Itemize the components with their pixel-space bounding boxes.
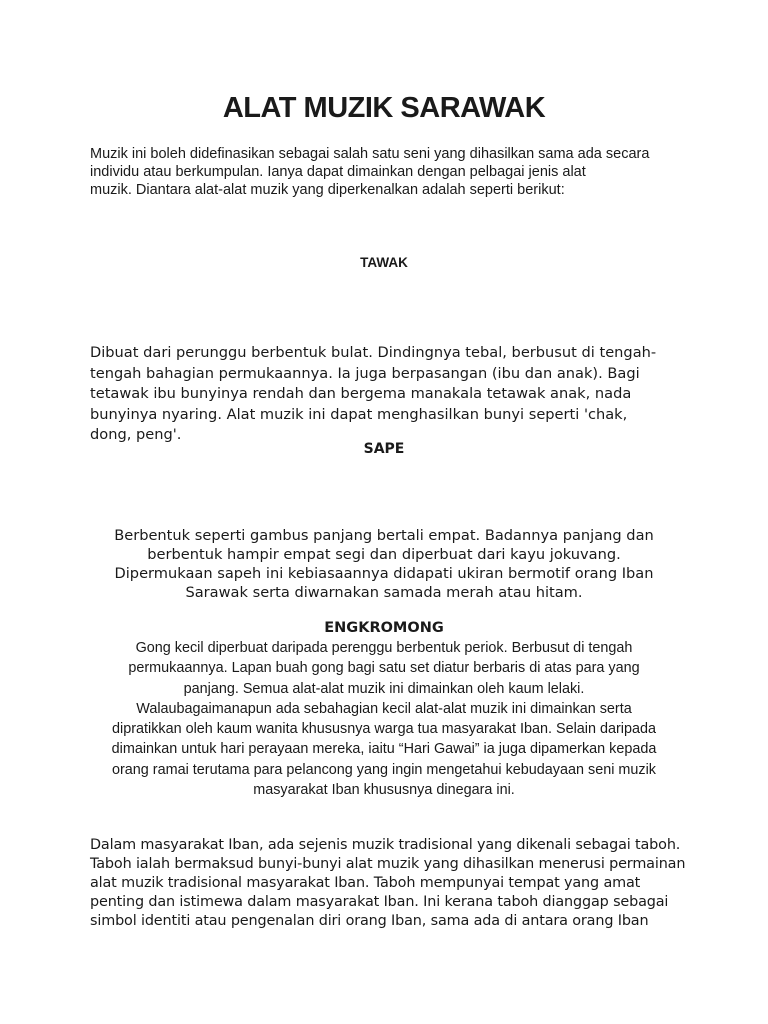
page-title: ALAT MUZIK SARAWAK [222,92,546,124]
paragraph-engkromong [0,638,768,800]
paragraph-sape [0,526,768,602]
paragraph-taboh [90,836,700,931]
paragraph-line: dipratikkan oleh kaum wanita khususnya warga tua masyarakat Iban. Selain daripada [112,721,656,738]
intro-paragraph [90,145,690,199]
paragraph-line: tengah bahagian permukaannya. Ia juga berpasangan (ibu dan anak). Bagi [90,364,640,382]
paragraph-line: alat muzik tradisional masyarakat Iban. Taboh mempunyai tempat yang amat [90,875,641,891]
paragraph-line: Dipermukaan sapeh ini kebiasaannya didapati ukiran bermotif orang Iban [114,565,654,582]
heading-engkromong: ENGKROMONG [324,620,444,636]
paragraph-line: berbentuk hampir empat segi dan diperbuat dari kayu jokuvang. [147,546,621,563]
paragraph-line: Sarawak serta diwarnakan samada merah atau hitam. [185,584,583,601]
paragraph-line: permukaannya. Lapan buah gong bagi satu set diatur berbaris di atas para yang [128,660,640,677]
paragraph-line: Dalam masyarakat Iban, ada sejenis muzik tradisional yang dikenali sebagai taboh. [90,837,681,853]
paragraph-line: Berbentuk seperti gambus panjang bertali empat. Badannya panjang dan [114,527,654,544]
heading-sape: SAPE [363,441,405,457]
paragraph-line: bunyinya nyaring. Alat muzik ini dapat menghasilkan bunyi seperti 'chak, [90,405,628,423]
paragraph-line: Walaubagaimanapun ada sebahagian kecil alat-alat muzik ini dimainkan serta [136,700,632,717]
paragraph-line: dong, peng'. [90,426,182,443]
paragraph-line: penting dan istimewa dalam masyarakat Iban. Ini kerana taboh dianggap sebagai [90,894,669,910]
paragraph-line: Taboh ialah bermaksud bunyi-bunyi alat muzik yang dihasilkan menerusi permainan [90,856,686,872]
paragraph-line: simbol identiti atau pengenalan diri orang Iban, sama ada di antara orang Iban [90,913,649,929]
intro-line: Muzik ini boleh didefinasikan sebagai salah satu seni yang dihasilkan sama ada secara [90,146,650,162]
paragraph-tawak [90,343,690,446]
intro-line: muzik. Diantara alat-alat muzik yang diperkenalkan adalah seperti berikut: [90,182,565,198]
paragraph-line: dimainkan untuk hari perayaan mereka, iaitu “Hari Gawai” ia juga dipamerkan kepada [111,741,657,758]
paragraph-line: orang ramai terutama para pelancong yang ingin mengetahui kebudayaan seni muzik [112,761,656,778]
intro-line: individu atau berkumpulan. Ianya dapat dimainkan dengan pelbagai jenis alat [90,164,586,180]
paragraph-line: masyarakat Iban khususnya dinegara ini. [253,782,515,799]
paragraph-line: Gong kecil diperbuat daripada perenggu berbentuk periok. Berbusut di tengah [135,640,633,656]
paragraph-line: panjang. Semua alat-alat muzik ini dimainkan oleh kaum lelaki. [183,680,585,697]
heading-tawak: TAWAK [360,255,408,270]
paragraph-line: Dibuat dari perunggu berbentuk bulat. Dindingnya tebal, berbusut di tengah- [90,344,657,361]
paragraph-line: tetawak ibu bunyinya rendah dan bergema manakala tetawak anak, nada [90,385,632,402]
